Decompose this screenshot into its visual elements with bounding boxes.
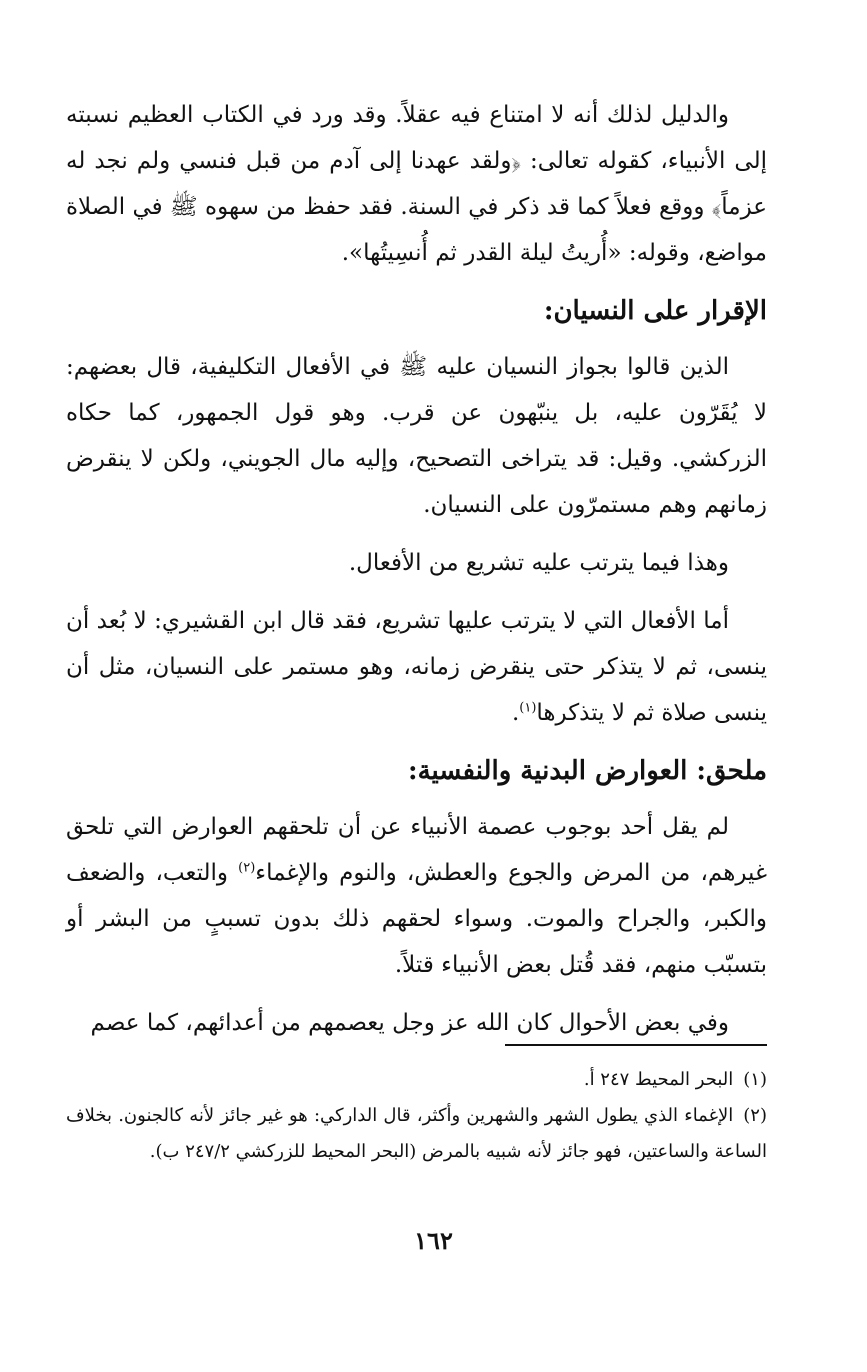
footnotes	[66, 1062, 767, 1170]
paragraph-1	[66, 92, 767, 276]
page-number: ١٦٢	[414, 1226, 453, 1255]
paragraph-3	[66, 540, 767, 586]
paragraph-end: .	[511, 700, 520, 726]
paragraph-body: أما الأفعال التي لا يترتب عليها تشريع، فقد قال ابن القشيري: لا بُعد أن ينسى، ثم لا يتذكر حتى ينقرض زمانه، وهو مستمر على النسيان، مثل أن ينسى صلاة ثم لا يتذكرها	[66, 608, 767, 726]
section-heading-awarid	[66, 748, 767, 794]
footnote-text: البحر المحيط ٢٤٧ أ.	[583, 1069, 734, 1090]
footnote-text: الإغماء الذي يطول الشهر والشهرين وأكثر، قال الداركي: هو غير جائز لأنه كالجنون. بخلاف الساعة والساعتين، فهو جائز لأنه شبيه بالمرض (البحر المحيط للزركشي ٢٤٧/٢ ب).	[66, 1105, 767, 1162]
paragraph-body-a: لم يقل أحد بوجوب عصمة الأنبياء عن أن تلحقهم العوارض التي تلحق غيرهم، من المرض والجوع والعطش، والنوم والإغماء	[66, 814, 768, 886]
footnote-separator	[505, 1044, 767, 1046]
paragraph-text: والدليل لذلك أنه لا امتناع فيه عقلاً. وقد ورد في الكتاب العظيم نسبته إلى الأنبياء، كقوله تعالى: ﴿ولقد عهدنا إلى آدم من قبل فنسي ولم نجد له عزماً﴾ ووقع فعلاً كما قد ذكر في السنة. فقد حفظ من سهوه ﷺ في الصلاة مواضع، وقوله: «أُريتُ ليلة القدر ثم أُنسِيتُها».	[66, 102, 767, 266]
paragraph-6	[66, 1000, 767, 1046]
heading-text: الإقرار على النسيان:	[543, 296, 767, 326]
paragraph-5	[66, 804, 767, 988]
paragraph-body-b: والتعب، والضعف والكبر، والجراح والموت. وسواء لحقهم ذلك بدون تسببٍ من البشر أو بتسبّب منهم، فقد قُتل بعض الأنبياء قتلاً.	[66, 860, 767, 978]
paragraph-text: وفي بعض الأحوال كان الله عز وجل يعصمهم من أعدائهم، كما عصم	[90, 1010, 729, 1036]
paragraph-2	[66, 344, 767, 528]
footnote-1	[66, 1062, 767, 1098]
paragraph-4	[66, 598, 767, 736]
paragraph-text: الذين قالوا بجواز النسيان عليه ﷺ في الأفعال التكليفية، قال بعضهم: لا يُقَرّون عليه، بل ينبّهون عن قرب. وهو قول الجمهور، كما حكاه الزركشي. وقيل: قد يتراخى التصحيح، وإليه مال الجويني، ولكن لا ينقرض زمانهم وهم مستمرّون على النسيان.	[66, 354, 767, 518]
paragraph-text: وهذا فيما يترتب عليه تشريع من الأفعال.	[348, 550, 729, 576]
footnote-2	[66, 1098, 767, 1170]
footnote-ref-2[interactable]: (٢)	[238, 860, 256, 876]
section-heading-iqrar	[66, 288, 767, 334]
heading-text: ملحق: العوارض البدنية والنفسية:	[407, 756, 767, 786]
paragraph-text	[66, 804, 767, 988]
footnote-number: (١)	[743, 1069, 767, 1090]
footnote-ref-1[interactable]: (١)	[519, 700, 537, 716]
footnote-number: (٢)	[743, 1105, 767, 1126]
paragraph-text	[66, 598, 767, 736]
